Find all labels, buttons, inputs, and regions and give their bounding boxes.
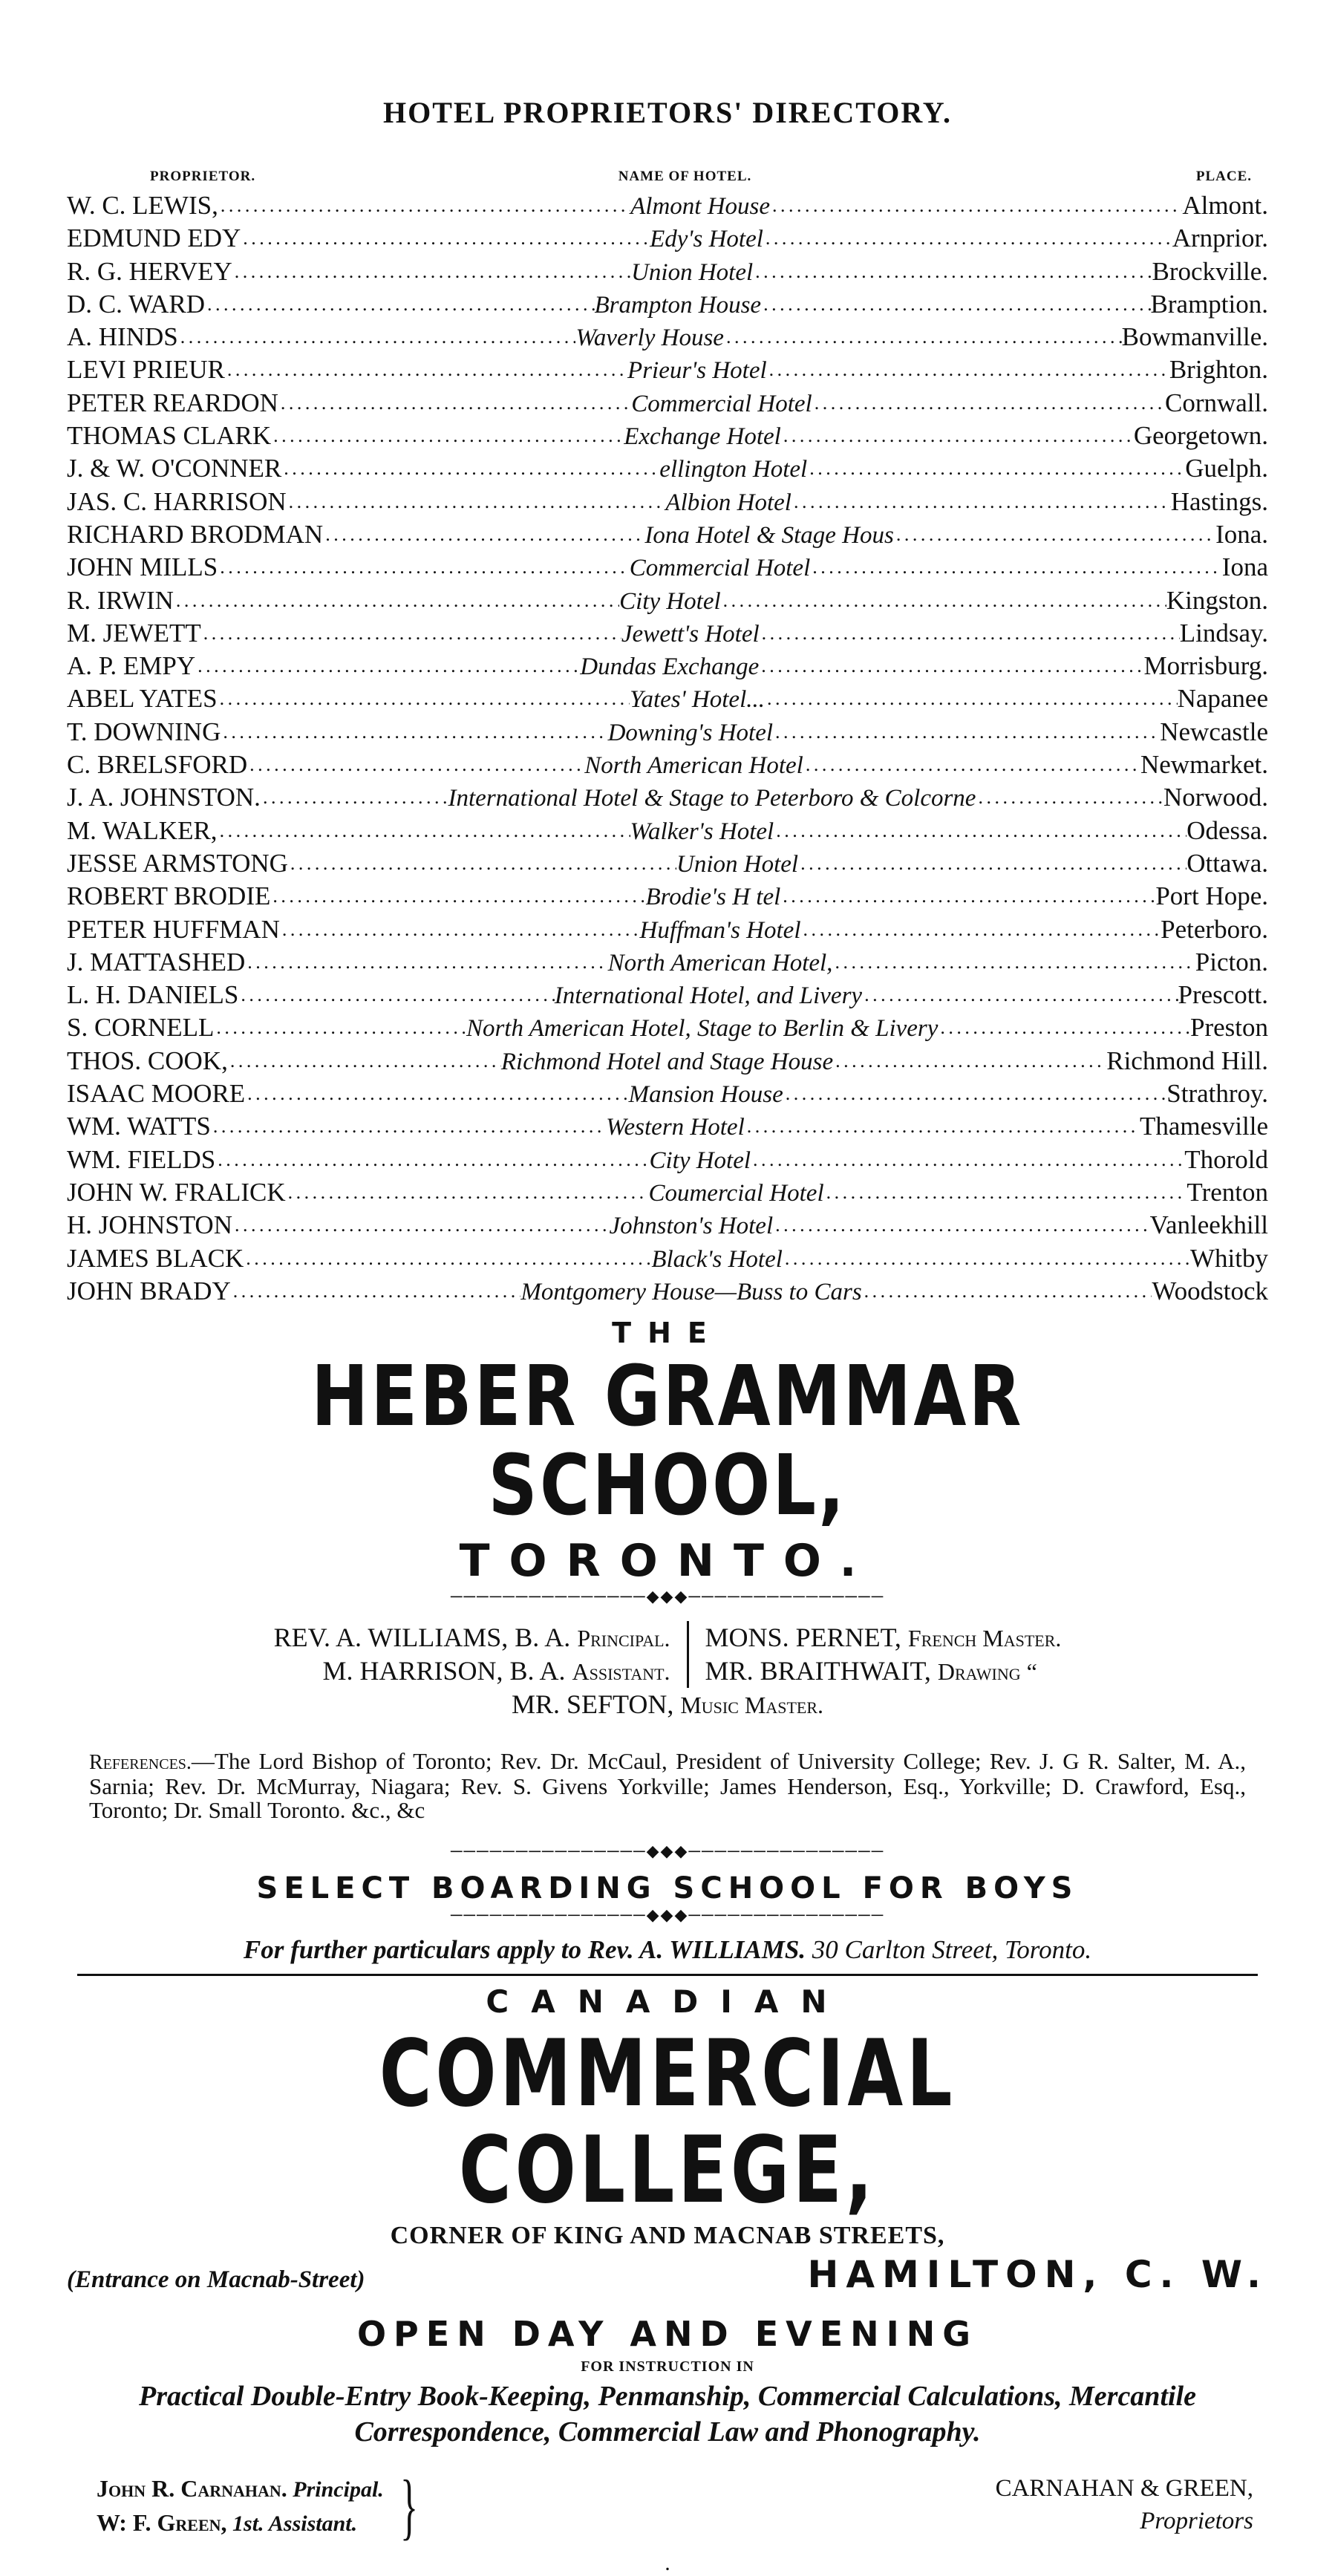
proprietor-name: C. BRELSFORD <box>67 750 248 780</box>
dot-leader <box>773 1209 1149 1242</box>
directory-row <box>67 946 1268 979</box>
dot-leader <box>938 1011 1190 1044</box>
proprietor-name: J. & W. O'CONNER <box>67 454 282 483</box>
college-subjects: Practical Double-Entry Book-Keeping, Penmanship, Commercial Calculations, Mercantile Correspondence, Commercial Law and Phonography. <box>139 2381 1196 2448</box>
proprietor-name: A. P. EMPY <box>67 651 196 681</box>
directory-row <box>67 1209 1268 1242</box>
dot-leader <box>770 189 1182 222</box>
proprietor-name: ISAAC MOORE <box>67 1079 246 1109</box>
dot-leader <box>721 584 1166 617</box>
college-assistant <box>97 2506 384 2540</box>
dot-leader <box>760 617 1180 650</box>
select-boarding-heading: SELECT BOARDING SCHOOL FOR BOYS <box>256 1871 1079 1906</box>
dot-leader <box>221 716 607 749</box>
place-name: Morrisburg. <box>1143 651 1268 681</box>
staff-principal-role: Principal. <box>577 1625 670 1652</box>
ornament-divider <box>67 1842 1268 1861</box>
dot-leader <box>218 551 630 584</box>
dot-leader <box>803 749 1140 781</box>
proprietor-name: PETER REARDON <box>67 388 278 417</box>
place-name: Preston <box>1190 1013 1268 1043</box>
dot-leader <box>211 1110 606 1143</box>
college-principal-role: Principal. <box>293 2477 384 2502</box>
college-instruction-label: FOR INSTRUCTION IN <box>581 2358 754 2376</box>
hotel-name: Jewett's Hotel <box>621 620 760 648</box>
dot-leader <box>798 847 1187 880</box>
hotel-name: Waverly House <box>575 325 724 352</box>
heber-references <box>67 1750 1268 1822</box>
hotel-name: International Hotel & Stage to Peterboro & Colcorne <box>448 785 976 812</box>
hotel-name: City Hotel <box>619 587 721 615</box>
dot-leader <box>783 1242 1190 1275</box>
heber-the: THE <box>612 1317 723 1350</box>
header-hotel: NAME OF HOTEL. <box>618 169 752 184</box>
hotel-name: Albion Hotel <box>665 489 791 516</box>
directory-row <box>67 321 1268 353</box>
college-staff-names <box>97 2472 384 2540</box>
place-name: Georgetown. <box>1133 421 1268 451</box>
proprietor-name: M. JEWETT <box>67 618 201 648</box>
place-name: Hastings. <box>1170 486 1268 516</box>
dot-leader <box>753 255 1152 288</box>
hotel-name: Dundas Exchange <box>580 653 760 681</box>
dot-leader <box>288 847 676 880</box>
dot-leader <box>270 880 645 913</box>
place-name: Newmarket. <box>1140 750 1268 780</box>
hotel-name: City Hotel <box>649 1147 751 1174</box>
dot-leader <box>174 584 619 617</box>
proprietor-name: THOMAS CLARK <box>67 421 272 451</box>
place-name: Odessa. <box>1187 815 1268 845</box>
proprietor-name: WM. FIELDS <box>67 1144 216 1174</box>
proprietor-name: L. H. DANIELS <box>67 980 239 1010</box>
dot-leader <box>761 288 1150 321</box>
proprietor-name: ABEL YATES <box>67 684 218 714</box>
proprietor-name: JOHN W. FRALICK <box>67 1177 286 1207</box>
proprietor-name: RICHARD BRODMAN <box>67 519 324 549</box>
dot-leader <box>323 518 644 551</box>
section-rule <box>77 1974 1258 1976</box>
dot-leader <box>232 255 631 288</box>
college-assistant-role: 1st. Assistant. <box>232 2511 358 2537</box>
place-name: Guelph. <box>1185 454 1268 483</box>
college-location-line <box>67 2253 1268 2296</box>
directory-row <box>67 584 1268 617</box>
dot-leader <box>832 946 1195 979</box>
directory-row <box>67 222 1268 255</box>
proprietor-name: EDMUND EDY <box>67 224 241 253</box>
directory-row <box>67 353 1268 386</box>
place-name: Iona. <box>1215 519 1268 549</box>
proprietor-name: JAMES BLACK <box>67 1243 244 1273</box>
directory-row <box>67 682 1268 715</box>
place-name: Almont. <box>1182 191 1268 220</box>
dot-leader <box>214 1011 466 1044</box>
dot-leader <box>201 617 621 650</box>
column-headers <box>67 169 1268 185</box>
place-name: Iona <box>1221 552 1268 582</box>
hotel-name: Commercial Hotel <box>631 390 812 417</box>
directory-row <box>67 1176 1268 1209</box>
directory-row <box>67 979 1268 1011</box>
dot-leader <box>225 353 627 386</box>
dot-leader <box>286 1176 649 1209</box>
hotel-name: Mansion House <box>628 1081 783 1109</box>
directory-row <box>67 781 1268 814</box>
dot-leader <box>281 452 659 485</box>
directory-row <box>67 551 1268 584</box>
directory-row <box>67 815 1268 847</box>
dot-leader <box>178 321 576 353</box>
proprietor-name: THOS. COOK, <box>67 1046 228 1075</box>
college-proprietors <box>996 2472 1253 2540</box>
dot-leader <box>231 1275 521 1308</box>
staff-drawing <box>705 1654 1062 1688</box>
dot-leader <box>228 1045 501 1077</box>
place-name: Ottawa. <box>1187 848 1268 878</box>
apply-line <box>67 1935 1268 1965</box>
hotel-name: ellington Hotel <box>659 456 808 483</box>
dot-leader <box>745 1110 1140 1143</box>
place-name: Thorold <box>1184 1144 1268 1174</box>
place-name: Napanee <box>1177 684 1268 714</box>
proprietor-name: A. HINDS <box>67 322 178 352</box>
directory-row <box>67 387 1268 420</box>
hotel-name: Montgomery House—Buss to Cars <box>520 1278 862 1305</box>
dot-leader <box>759 650 1143 682</box>
directory-row <box>67 486 1268 518</box>
dot-leader <box>783 1077 1167 1110</box>
dot-leader <box>862 1275 1152 1308</box>
dot-leader <box>245 946 607 979</box>
college-address: CORNER OF KING AND MACNAB STREETS, <box>390 2222 945 2250</box>
college-hours-heading: OPEN DAY AND EVENING <box>356 2314 979 2355</box>
directory-row <box>67 650 1268 682</box>
header-place: PLACE. <box>1195 169 1252 184</box>
place-name: Cornwall. <box>1165 388 1268 417</box>
proprietor-name: JOHN MILLS <box>67 552 218 582</box>
directory-row <box>67 1011 1268 1044</box>
staff-assistant-role: Assistant. <box>572 1658 670 1686</box>
place-name: Brighton. <box>1169 355 1268 385</box>
proprietor-name: PETER HUFFMAN <box>67 914 280 944</box>
hotel-name: Exchange Hotel <box>624 423 781 451</box>
hotel-name: Prieur's Hotel <box>627 357 767 385</box>
college-canadian: CANADIAN <box>486 1983 849 2021</box>
dot-leader <box>780 880 1155 913</box>
directory-row <box>67 189 1268 222</box>
hotel-name: Edy's Hotel <box>650 226 763 253</box>
proprietor-name: H. JOHNSTON <box>67 1210 232 1240</box>
place-name: Thamesville <box>1140 1112 1268 1141</box>
dot-leader <box>215 1144 649 1176</box>
directory-row <box>67 749 1268 781</box>
college-firm: CARNAHAN & GREEN, <box>995 2475 1253 2502</box>
college-principal-name: John R. Carnahan. <box>97 2475 287 2502</box>
hotel-name: Brodie's H tel <box>645 884 781 911</box>
brace-glyph: } <box>399 2465 418 2548</box>
directory-row <box>67 913 1268 946</box>
place-name: Vanleekhill <box>1149 1210 1268 1240</box>
directory-row <box>67 1242 1268 1275</box>
dot-leader <box>791 486 1171 518</box>
dot-leader <box>774 815 1187 847</box>
header-proprietor: PROPRIETOR. <box>150 169 256 184</box>
dot-leader <box>862 979 1178 1011</box>
dot-leader <box>894 518 1215 551</box>
dot-leader <box>773 716 1160 749</box>
dot-leader <box>241 222 650 255</box>
dot-leader <box>781 420 1134 452</box>
hotel-name: Union Hotel <box>631 258 754 286</box>
heber-city: TORONTO. <box>459 1535 876 1588</box>
proprietor-name: JESSE ARMSTONG <box>67 848 288 878</box>
directory-row <box>67 847 1268 880</box>
place-name: Richmond Hill. <box>1106 1046 1268 1075</box>
proprietor-name: T. DOWNING <box>67 717 221 746</box>
dot-leader <box>763 222 1172 255</box>
dot-leader <box>280 913 640 946</box>
dot-leader <box>767 353 1169 386</box>
college-city: HAMILTON, C. W. <box>807 2253 1268 2297</box>
directory-row <box>67 1045 1268 1077</box>
directory-title: HOTEL PROPRIETORS' DIRECTORY. <box>382 96 953 129</box>
ornament-divider <box>67 1905 1268 1925</box>
college-assistant-name: W: F. Green, <box>97 2509 227 2537</box>
place-name: Lindsay. <box>1179 618 1268 648</box>
dot-leader <box>824 1176 1187 1209</box>
proprietor-name: LEVI PRIEUR <box>67 355 225 385</box>
hotel-name: Commercial Hotel <box>629 555 811 582</box>
place-name: Picton. <box>1195 947 1268 976</box>
directory-row <box>67 255 1268 288</box>
proprietor-name: J. MATTASHED <box>67 947 246 976</box>
staff-assistant <box>274 1654 670 1688</box>
proprietor-name: R. G. HERVEY <box>67 256 232 286</box>
proprietor-name: J. A. JOHNSTON. <box>67 783 261 812</box>
dot-leader <box>765 682 1178 715</box>
hotel-name: North American Hotel, <box>607 949 833 976</box>
hotel-name: North American Hotel <box>584 752 803 780</box>
staff-french-name: MONS. PERNET, <box>705 1623 901 1653</box>
dot-leader <box>833 1045 1106 1077</box>
hotel-name: Downing's Hotel <box>607 719 774 746</box>
college-name: COMMERCIAL COLLEGE, <box>379 2021 956 2225</box>
proprietor-name: S. CORNELL <box>67 1013 215 1043</box>
proprietor-name: JAS. C. HARRISON <box>67 486 287 516</box>
apply-address: 30 Carlton Street, Toronto. <box>812 1935 1092 1965</box>
dot-leader <box>724 321 1122 353</box>
staff-music-name: MR. SEFTON, <box>511 1689 674 1720</box>
dot-leader <box>801 913 1161 946</box>
heber-school-name: HEBER GRAMMAR SCHOOL, <box>311 1349 1024 1535</box>
page-dot: . <box>665 2551 670 2576</box>
staff-principal <box>274 1621 670 1654</box>
directory-row <box>67 420 1268 452</box>
hotel-name: Brampton House <box>594 291 762 319</box>
directory-row <box>67 518 1268 551</box>
proprietor-name: D. C. WARD <box>67 289 206 319</box>
place-name: Trenton <box>1187 1177 1268 1207</box>
staff-music <box>67 1688 1268 1721</box>
heber-staff <box>67 1621 1268 1688</box>
place-name: Bowmanville. <box>1121 322 1268 352</box>
staff-drawing-name: MR. BRAITHWAIT, <box>705 1656 931 1686</box>
hotel-name: Almont House <box>630 193 771 220</box>
hotel-name: Huffman's Hotel <box>639 916 801 944</box>
place-name: Woodstock <box>1152 1276 1268 1305</box>
dot-leader <box>976 781 1163 814</box>
place-name: Newcastle <box>1160 717 1268 746</box>
dot-leader <box>278 387 631 420</box>
proprietor-name: ROBERT BRODIE <box>67 881 271 911</box>
references-text: —The Lord Bishop of Toronto; Rev. Dr. McCaul, President of University College; Rev. J. G R. Salter, M. A., Sarnia; Rev. Dr. McMurray, Niagara; Rev. S. Givens Yorkville; James Henderson, Esq., Yorkville; D. Crawford, Esq., Toronto; Dr. Small Toronto. &c., &c <box>89 1748 1246 1824</box>
directory-row <box>67 1110 1268 1143</box>
staff-french <box>705 1621 1062 1654</box>
dot-leader <box>218 682 630 715</box>
proprietor-name: R. IRWIN <box>67 585 174 615</box>
staff-principal-name: REV. A. WILLIAMS, B. A. <box>273 1623 571 1653</box>
directory-row <box>67 1275 1268 1308</box>
hotel-name: Yates' Hotel... <box>630 686 765 714</box>
ornament-divider <box>67 1587 1268 1606</box>
dot-leader <box>287 486 666 518</box>
dot-leader <box>232 1209 609 1242</box>
college-staff <box>97 2465 427 2548</box>
dot-leader <box>261 781 448 814</box>
place-name: Arnprior. <box>1172 224 1268 253</box>
dot-leader <box>244 1242 651 1275</box>
place-name: Peterboro. <box>1161 914 1268 944</box>
dot-leader <box>751 1144 1184 1176</box>
hotel-name: Richmond Hotel and Stage House <box>500 1048 834 1075</box>
directory-row <box>67 716 1268 749</box>
proprietor-name: M. WALKER, <box>67 815 218 845</box>
directory-row <box>67 880 1268 913</box>
dot-leader <box>247 749 584 781</box>
college-principal <box>97 2472 384 2506</box>
staff-music-role: Music Master. <box>680 1692 824 1719</box>
apply-contact: For further particulars apply to Rev. A. WILLIAMS. <box>243 1935 806 1965</box>
hotel-name: International Hotel, and Livery <box>554 982 863 1010</box>
college-entrance: (Entrance on Macnab-Street) <box>67 2266 365 2294</box>
dot-leader <box>195 650 580 682</box>
dot-leader <box>218 815 630 847</box>
directory-row <box>67 288 1268 321</box>
college-proprietors-label: Proprietors <box>1140 2508 1253 2535</box>
place-name: Port Hope. <box>1155 881 1268 911</box>
dot-leader <box>218 189 630 222</box>
directory-row <box>67 1077 1268 1110</box>
staff-left-column <box>274 1621 689 1688</box>
hotel-name: Walker's Hotel <box>630 818 774 845</box>
hotel-name: Black's Hotel <box>651 1245 783 1273</box>
directory-row <box>67 452 1268 485</box>
staff-assistant-name: M. HARRISON, B. A. <box>322 1656 566 1686</box>
staff-french-role: French Master. <box>907 1625 1062 1652</box>
place-name: Prescott. <box>1178 980 1268 1010</box>
dot-leader <box>812 387 1165 420</box>
proprietor-name: JOHN BRADY <box>67 1276 231 1305</box>
dot-leader <box>810 551 1222 584</box>
hotel-name: North American Hotel, Stage to Berlin & Livery <box>466 1015 939 1043</box>
dot-leader <box>245 1077 629 1110</box>
place-name: Strathroy. <box>1166 1079 1268 1109</box>
staff-drawing-role: Drawing “ <box>937 1658 1037 1686</box>
proprietor-name: W. C. LEWIS, <box>67 191 218 220</box>
directory-row <box>67 617 1268 650</box>
staff-right-column <box>689 1621 1062 1688</box>
place-name: Norwood. <box>1163 783 1268 812</box>
dot-leader <box>807 452 1185 485</box>
hotel-name: Johnston's Hotel <box>609 1213 774 1240</box>
hotel-name: Iona Hotel & Stage Hous <box>644 521 894 549</box>
dot-leader <box>271 420 624 452</box>
hotel-name: Coumercial Hotel <box>648 1179 824 1207</box>
proprietor-name: WM. WATTS <box>67 1112 211 1141</box>
references-label: References. <box>89 1751 192 1775</box>
dot-leader <box>238 979 554 1011</box>
dot-leader <box>205 288 594 321</box>
directory-row <box>67 1144 1268 1176</box>
hotel-name: Western Hotel <box>606 1114 745 1141</box>
place-name: Bramption. <box>1150 289 1268 319</box>
college-footer <box>67 2465 1268 2548</box>
directory-list <box>67 189 1268 1308</box>
place-name: Brockville. <box>1152 256 1268 286</box>
hotel-name: Union Hotel <box>676 850 799 878</box>
place-name: Kingston. <box>1166 585 1268 615</box>
place-name: Whitby <box>1190 1243 1268 1273</box>
